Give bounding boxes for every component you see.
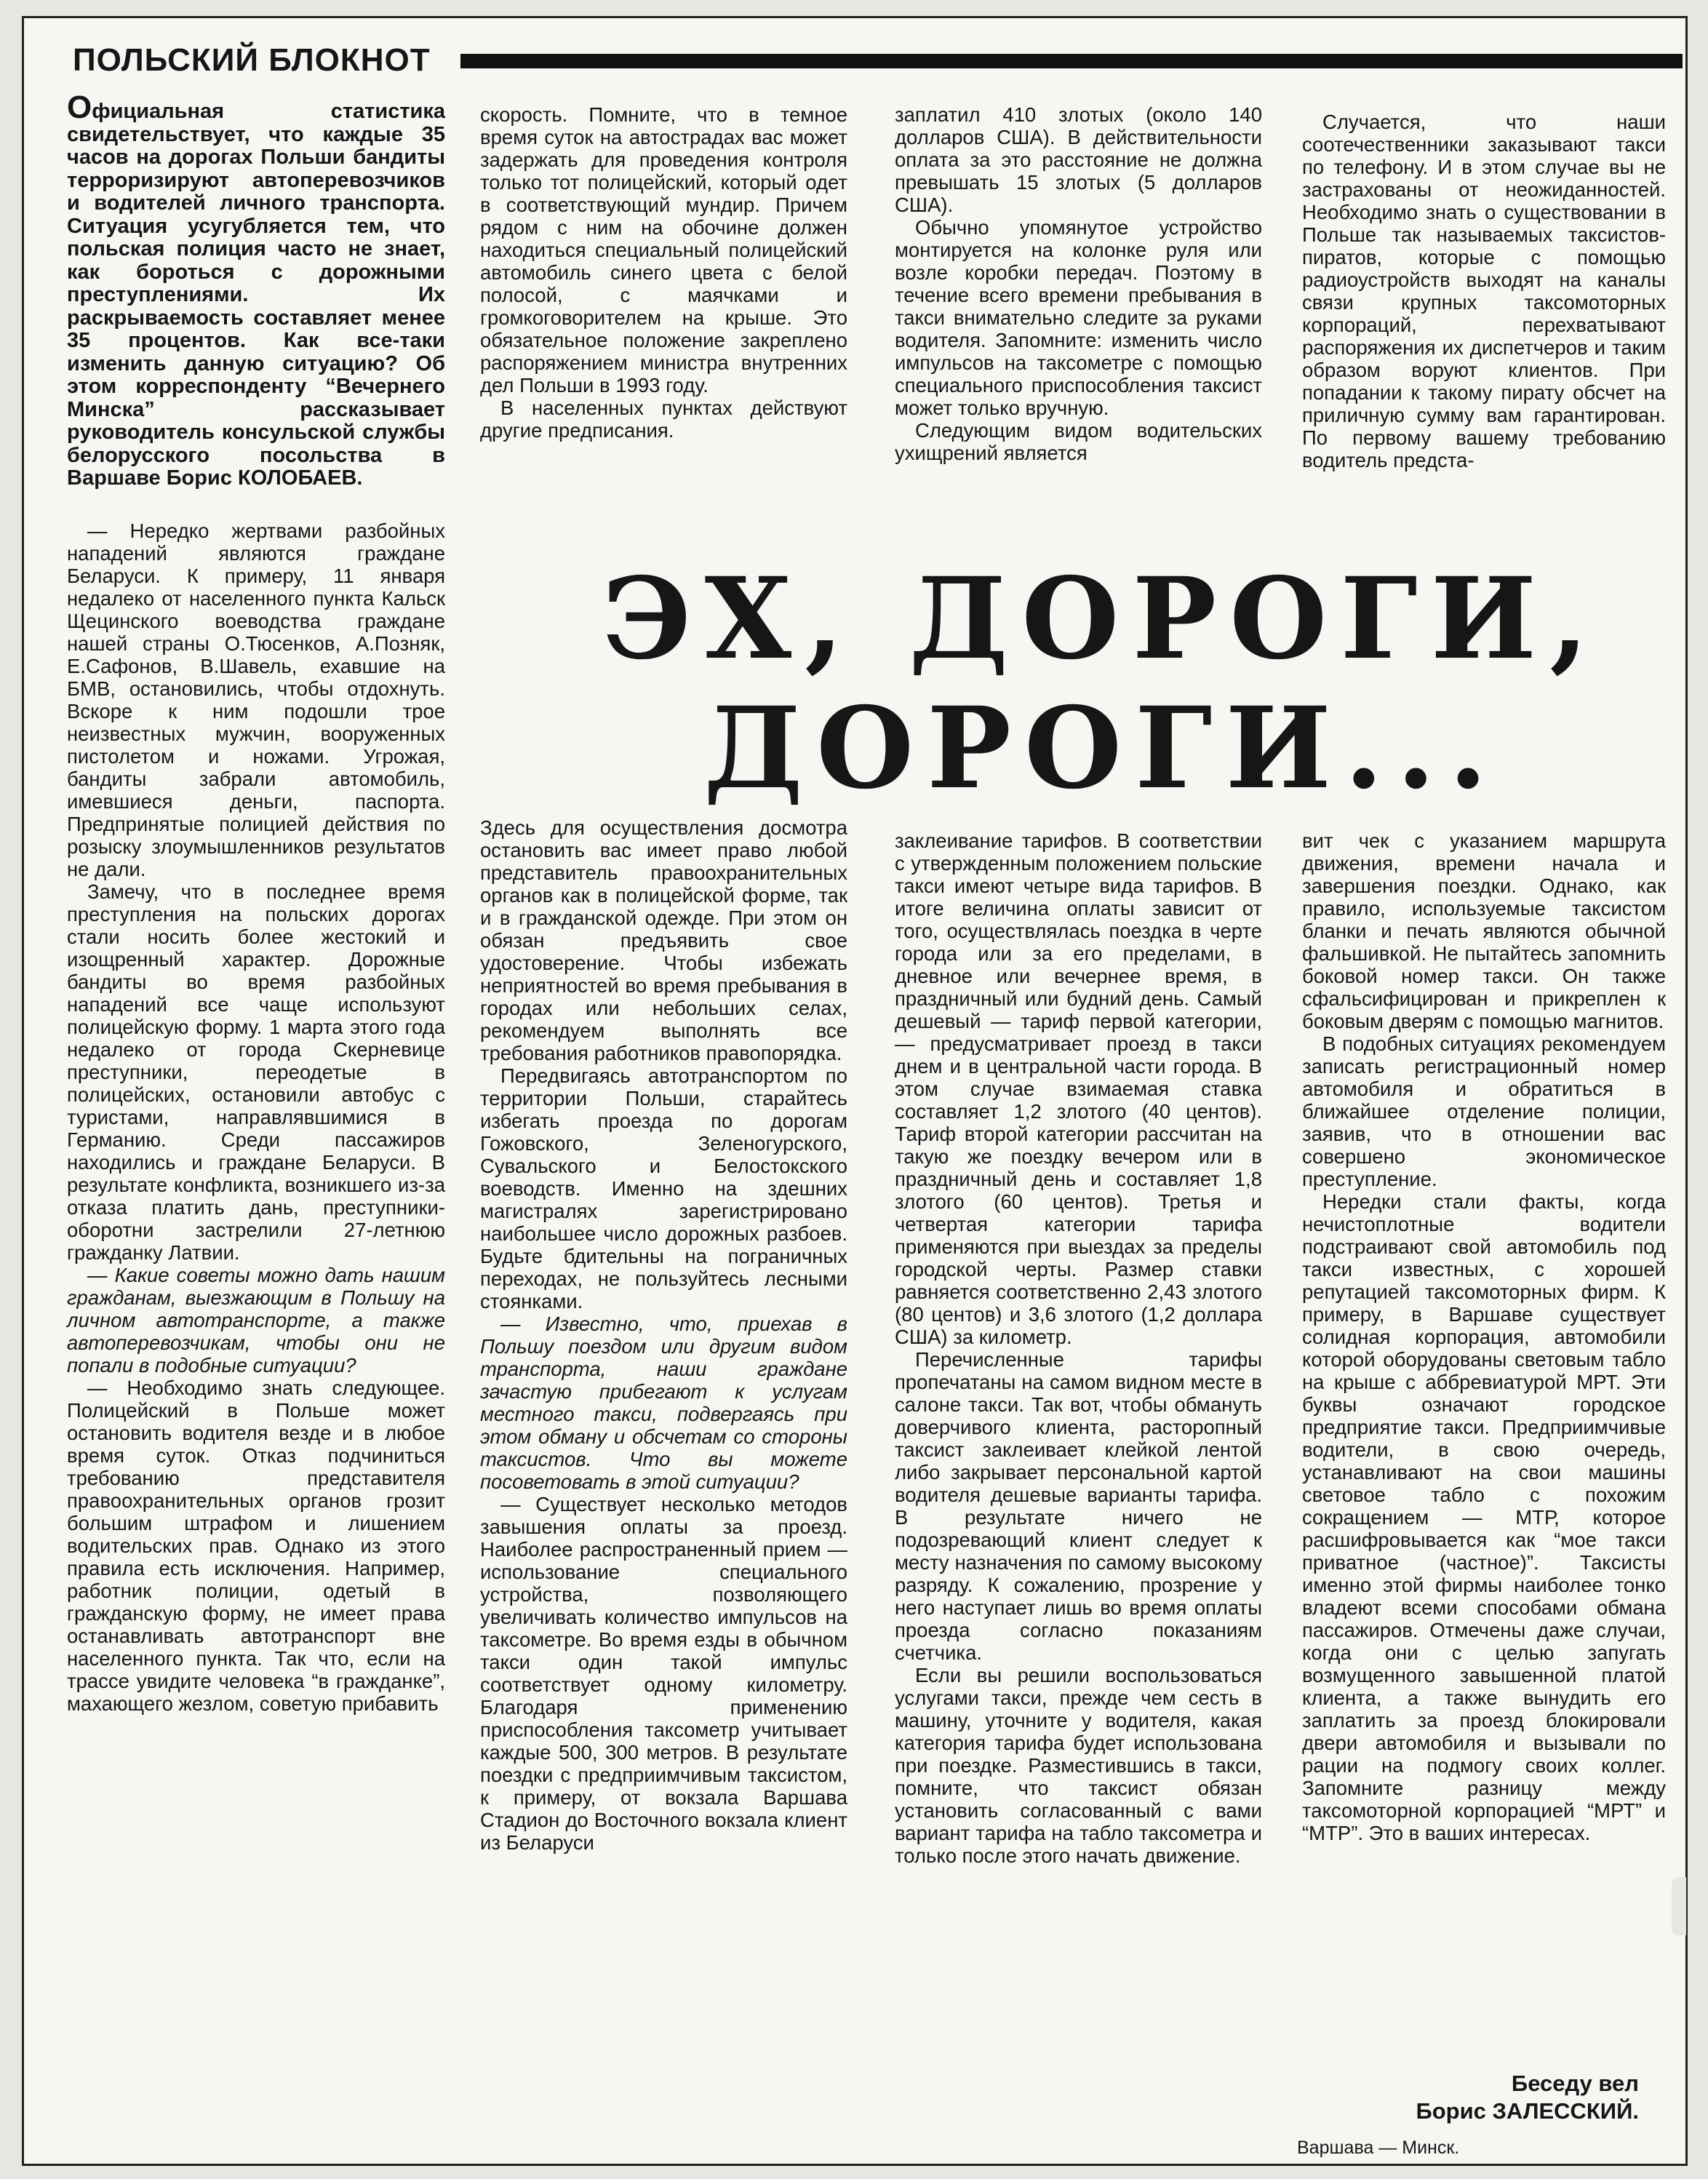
paragraph: — Необходимо знать следующее. Полицейский в Польше может остановить водителя везде и в любое время суток. Отказ подчиниться требованию представителя правоохранительных органов грозит большим штрафом и лишением водительских прав. Однако из этого правила есть исключения. Например, работник полиции, одетый в гражданскую форму, не имеет права останавливать автотранспорт вне населенного пункта. Так что, если на трассе увидите человека “в гражданке”, махающего жезлом, советую прибавить [67,1376,445,1715]
headline [546,554,1659,813]
column-2-top [480,103,847,442]
question: — Какие советы можно дать нашим гражданам, выезжающим в Польшу на личном автотранспорте, а также автоперевозчикам, чтобы они не попали в подобные ситуации? [67,1263,445,1377]
column-3-top [895,103,1262,464]
column-1 [67,89,445,1715]
rubric-title: ПОЛЬСКИЙ БЛОКНОТ [73,42,431,78]
paper-tear [1672,1877,1686,1935]
byline-place: Варшава — Минск. [1297,2138,1460,2158]
paragraph: Нередки стали факты, когда нечистоплотные водители подстраивают свой автомобиль под такси известных, с хорошей репутацией таксомоторных фирм. К примеру, в Варшаве существует солидная корпорация, автомобили которой оборудованы световым табло на крыше с аббревиатурой МРТ. Эти буквы означают городское предприятие такси. Предприимчивые водители, в свою очередь, устанавливают на свои машины световое табло с похожим сокращением — МТР, которое расшифровывается как “мое такси приватное (частное)”. Таксисты именно этой фирмы наиболее тонко владеют всеми способами обмана пассажиров. Отмечены даже случаи, когда они с целью запугать возмущенного завышенной платой клиента, а также вынудить его заплатить за проезд блокировали двери автомобиля и вызывали по рации на подмогу своих коллег. Запомните разницу между таксомоторной корпорацией “МРТ” и “МТР”. Это в ваших интересах. [1302,1190,1666,1844]
paragraph: Если вы решили воспользоваться услугами такси, прежде чем сесть в машину, уточните у водителя, какая категория тарифа будет использована при поездке. Разместившись в такси, помните, что таксист обязан установить согласованный с вами вариант тарифа на табло таксометра и только после этого начать движение. [895,1664,1262,1867]
rubric-bar [460,54,1683,68]
byline-line-1: Беседу вел [1511,2071,1639,2096]
paragraph: Замечу, что в последнее время преступления на польских дорогах стали носить более жестокий и изощренный характер. Дорожные бандиты во время разбойных нападений все чаще используют полицейскую форму. 1 марта этого года недалеко от города Скерневице преступники, переодетые в полицейских, остановили автобус с туристами, направлявшимися в Германию. Среди пассажиров находились и граждане Беларуси. В результате конфликта, возникшего из-за отказа платить дань, преступники-оборотни застрелили 27-летнюю гражданку Латвии. [67,880,445,1264]
paragraph: скорость. Помните, что в темное время суток на автострадах вас может задержать для проведения контроля только тот полицейский, который одет в соответствующий мундир. Причем рядом с ним на обочине должен находиться специальный полицейский автомобиль синего цвета с белой полосой, с маячками и громкоговорителем на крыше. Это обязательное положение закреплено распоряжением министра внутренних дел Польши в 1993 году. [480,103,847,397]
byline-author: Борис ЗАЛЕССКИЙ. [1416,2098,1639,2124]
question: — Известно, что, приехав в Польшу поездом или другим видом транспорта, наши граждане зачастую прибегают к услугам местного такси, подвергаясь при этом обману и обсчетам со стороны таксистов. Что вы можете посоветовать в этой ситуации? [480,1312,847,1493]
paragraph: — Существует несколько методов завышения оплаты за проезд. Наиболее распространенный прием — использование специального устройства, позволяющего увеличивать количество импульсов на таксометре. Во время езды в обычном такси один такой импульс соответствует одному километру. Благодаря применению приспособления таксометр учитывает каждые 500, 300 метров. В результате поездки с предприимчивым таксистом, к примеру, от вокзала Варшава Стадион до Восточного вокзала клиент из Беларуси [480,1493,847,1854]
column-3-bottom [895,829,1262,1867]
paragraph: В подобных ситуациях рекомендуем записать регистрационный номер автомобиля и обратиться в ближайшее отделение полиции, заявив, что в отношении вас совершено экономическое преступление. [1302,1032,1666,1190]
byline [1416,2070,1639,2125]
lead-drop-cap: О [67,89,92,125]
column-4-bottom [1302,829,1666,1844]
paragraph: Перечисленные тарифы пропечатаны на самом видном месте в салоне такси. Так вот, чтобы обмануть доверчивого клиента, расторопный таксист заклеивает клейкой лентой либо закрывает персональной картой водителя дешевые варианты тарифа. В результате ничего не подозревающий клиент следует к месту назначения по самому высокому разряду. К сожалению, прозрение у него наступает лишь во время оплаты проезда согласно показаниям счетчика. [895,1348,1262,1664]
headline-line-1: ЭХ, ДОРОГИ, [602,553,1602,685]
paragraph: Передвигаясь автотранспортом по территории Польши, старайтесь избегать проезда по дорогам Гожовского, Зеленогурского, Сувальского и Белостокского воеводств. Именно на здешних магистралях зарегистрировано наибольшее число дорожных разбоев. Будьте бдительны на пограничных переходах, не пользуйтесь лесными стоянками. [480,1064,847,1312]
paragraph: Здесь для осуществления досмотра остановить вас имеет право любой представитель правоохранительных органов как в полицейской форме, так и в гражданской одежде. При этом он обязан предъявить свое удостоверение. Чтобы избежать неприятностей во время пребывания в городах или небольших селах, рекомендуем выполнять все требования работников правопорядка. [480,816,847,1064]
paragraph: заклеивание тарифов. В соответствии с утвержденным положением польские такси имеют четыре вида тарифов. В итоге величина оплаты зависит от того, осуществлялась поездка в черте города или за его пределами, в дневное или вечернее время, в праздничный или будний день. Самый дешевый — тариф первой категории, — предусматривает проезд в такси днем и в центральной части города. В этом случае взимаемая ставка составляет 1,2 злотого (40 центов). Тариф второй категории рассчитан на такую же поездку вечером или в праздничный день и составляет 1,8 злотого (60 центов). Третья и четвертая категории тарифа применяются при выездах за пределы городской черты. Размер ставки равняется соответственно 2,43 злотого (80 центов) и 3,6 злотого (1,2 доллара США) за километр. [895,829,1262,1348]
lead-paragraph [67,89,445,490]
paragraph: Следующим видом водительских ухищрений является [895,419,1262,464]
headline-line-2: ДОРОГИ... [703,682,1501,814]
paragraph: В населенных пунктах действуют другие предписания. [480,397,847,442]
paragraph: заплатил 410 злотых (около 140 долларов США). В действительности оплата за это расстояние не должна превышать 15 злотых (5 долларов США). [895,103,1262,216]
lead-text: фициальная статистика свидетельствует, что каждые 35 часов на дорогах Польши бандиты терроризируют автоперевозчиков и водителей личного транспорта. Ситуация усугубляется тем, что польская полиция часто не знает, как бороться с дорожными преступлениями. Их раскрываемость составляет менее 35 процентов. Как все-таки изменить данную ситуацию? Об этом корреспонденту “Вечернего Минска” рассказывает руководитель консульской службы белорусского посольства в Варшаве Борис КОЛОБАЕВ. [67,100,445,490]
paragraph: — Нередко жертвами разбойных нападений являются граждане Беларуси. К примеру, 11 января недалеко от населенного пункта Кальск Щецинского воеводства граждане нашей страны О.Тюсенков, А.Позняк, Е.Сафонов, В.Шавель, ехавшие на БМВ, остановились, чтобы отдохнуть. Вскоре к ним подошли трое неизвестных мужчин, вооруженных пистолетом и ножами. Угрожая, бандиты забрали автомобиль, имевшиеся деньги, паспорта. Предпринятые полицией действия по розыску злоумышленников результатов не дали. [67,519,445,880]
column-2-bottom [480,816,847,1854]
paragraph: Обычно упомянутое устройство монтируется на колонке руля или возле коробки передач. Поэтому в течение всего времени пребывания в такси внимательно следите за руками водителя. Запомните: изменить число импульсов на таксометре с помощью специального приспособления таксист может только вручную. [895,216,1262,419]
paragraph: вит чек с указанием маршрута движения, времени начала и завершения поездки. Однако, как правило, используемые таксистом бланки и печать являются обычной фальшивкой. Не пытайтесь запомнить боковой номер такси. Он также сфальсифицирован и прикреплен к боковым дверям с помощью магнитов. [1302,829,1666,1032]
paragraph: Случается, что наши соотечественники заказывают такси по телефону. И в этом случае вы не застрахованы от неожиданностей. Необходимо знать о существовании в Польше так называемых таксистов-пиратов, которые с помощью радиоустройств выходят на каналы связи крупных таксомоторных корпораций, перехватывают распоряжения их диспетчеров и таким образом воруют клиентов. При попадании к такому пирату обсчет на приличную сумму вам гарантирован. По первому вашему требованию водитель предста- [1302,111,1666,471]
column-4-top [1302,111,1666,471]
